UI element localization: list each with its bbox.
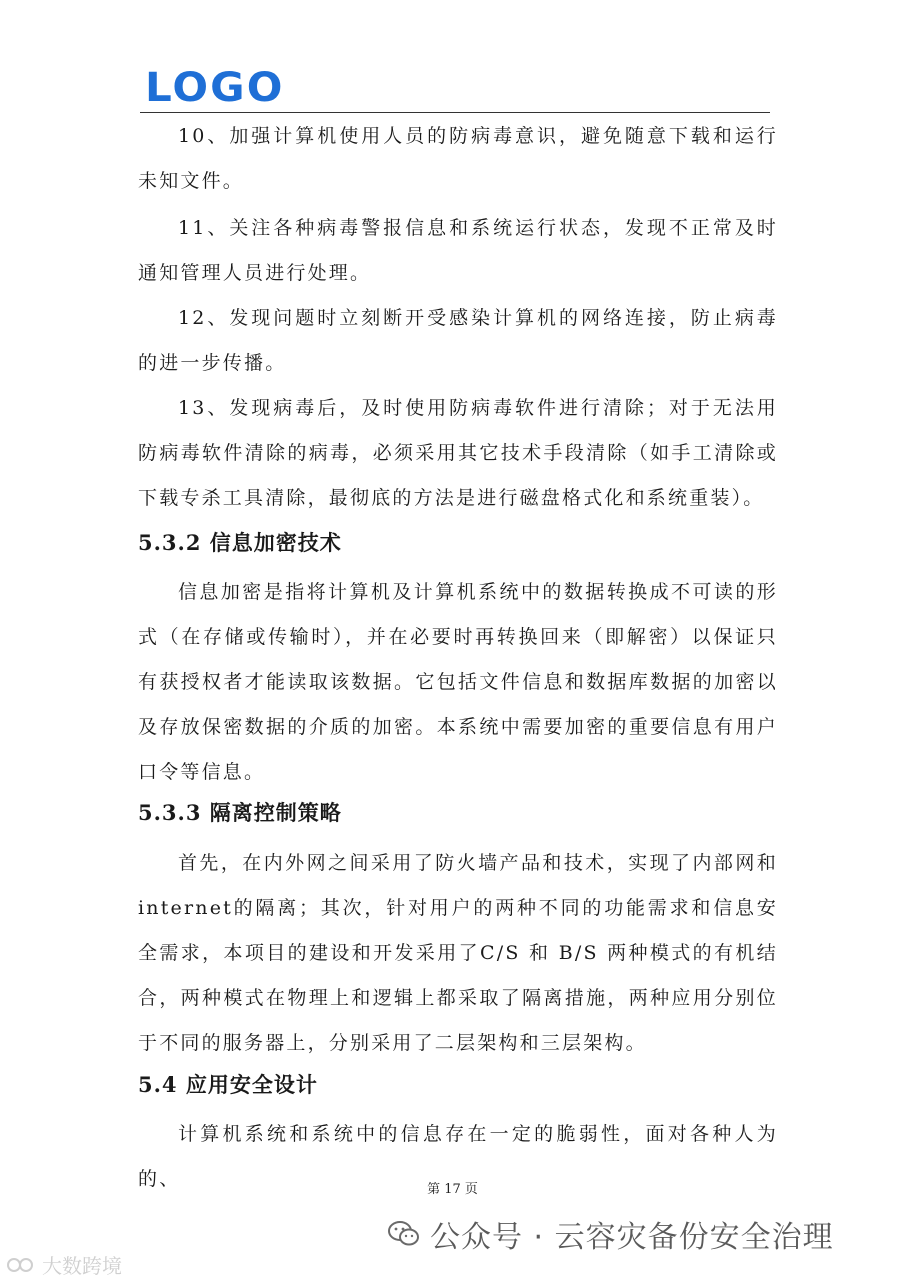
watermark-text: 大数跨境 bbox=[42, 1254, 122, 1278]
page-number: 第 17 页 bbox=[427, 1182, 478, 1197]
paragraph-item-12: 12、发现问题时立刻断开受感染计算机的网络连接，防止病毒的进一步传播。 bbox=[138, 307, 778, 374]
watermark bbox=[6, 1250, 122, 1279]
section-body-5-4: 计算机系统和系统中的信息存在一定的脆弱性，面对各种人为的、 bbox=[138, 1123, 778, 1190]
footer-brand bbox=[388, 1212, 834, 1256]
paragraph-item-13: 13、发现病毒后，及时使用防病毒软件进行清除；对于无法用防病毒软件清除的病毒，必须采用其它技术手段清除（如手工清除或下载专杀工具清除，最彻底的方法是进行磁盘格式化和系统重装）。 bbox=[138, 397, 778, 509]
paragraph-item-11: 11、关注各种病毒警报信息和系统运行状态，发现不正常及时通知管理人员进行处理。 bbox=[138, 217, 778, 284]
logo: LOGO bbox=[145, 65, 285, 111]
section-heading-5-3-2: 5.3.2 信息加密技术 bbox=[138, 530, 342, 555]
watermark-icon bbox=[6, 1255, 36, 1275]
section-body-5-3-2: 信息加密是指将计算机及计算机系统中的数据转换成不可读的形式（在存储或传输时），并在必要时再转换回来（即解密）以保证只有获授权者才能读取该数据。它包括文件信息和数据库数据的加密以及存放保密数据的介质的加密。本系统中需要加密的重要信息有用户口令等信息。 bbox=[138, 581, 778, 783]
section-heading-5-4: 5.4 应用安全设计 bbox=[138, 1072, 318, 1097]
wechat-icon bbox=[388, 1220, 420, 1248]
header-divider bbox=[140, 112, 770, 113]
section-body-5-3-3: 首先，在内外网之间采用了防火墙产品和技术，实现了内部网和internet的隔离；其次，针对用户的两种不同的功能需求和信息安全需求，本项目的建设和开发采用了C/S 和 B/S 两种模式的有机结合，两种模式在物理上和逻辑上都采取了隔离措施，两种应用分别位于不同的服务器上，分别采用了二层架构和三层架构。 bbox=[138, 852, 778, 1054]
section-heading-5-3-3: 5.3.3 隔离控制策略 bbox=[138, 800, 342, 825]
footer-brand-text: 公众号 · 云容灾备份安全治理 bbox=[430, 1220, 834, 1255]
paragraph-item-10: 10、加强计算机使用人员的防病毒意识，避免随意下载和运行未知文件。 bbox=[138, 125, 778, 192]
